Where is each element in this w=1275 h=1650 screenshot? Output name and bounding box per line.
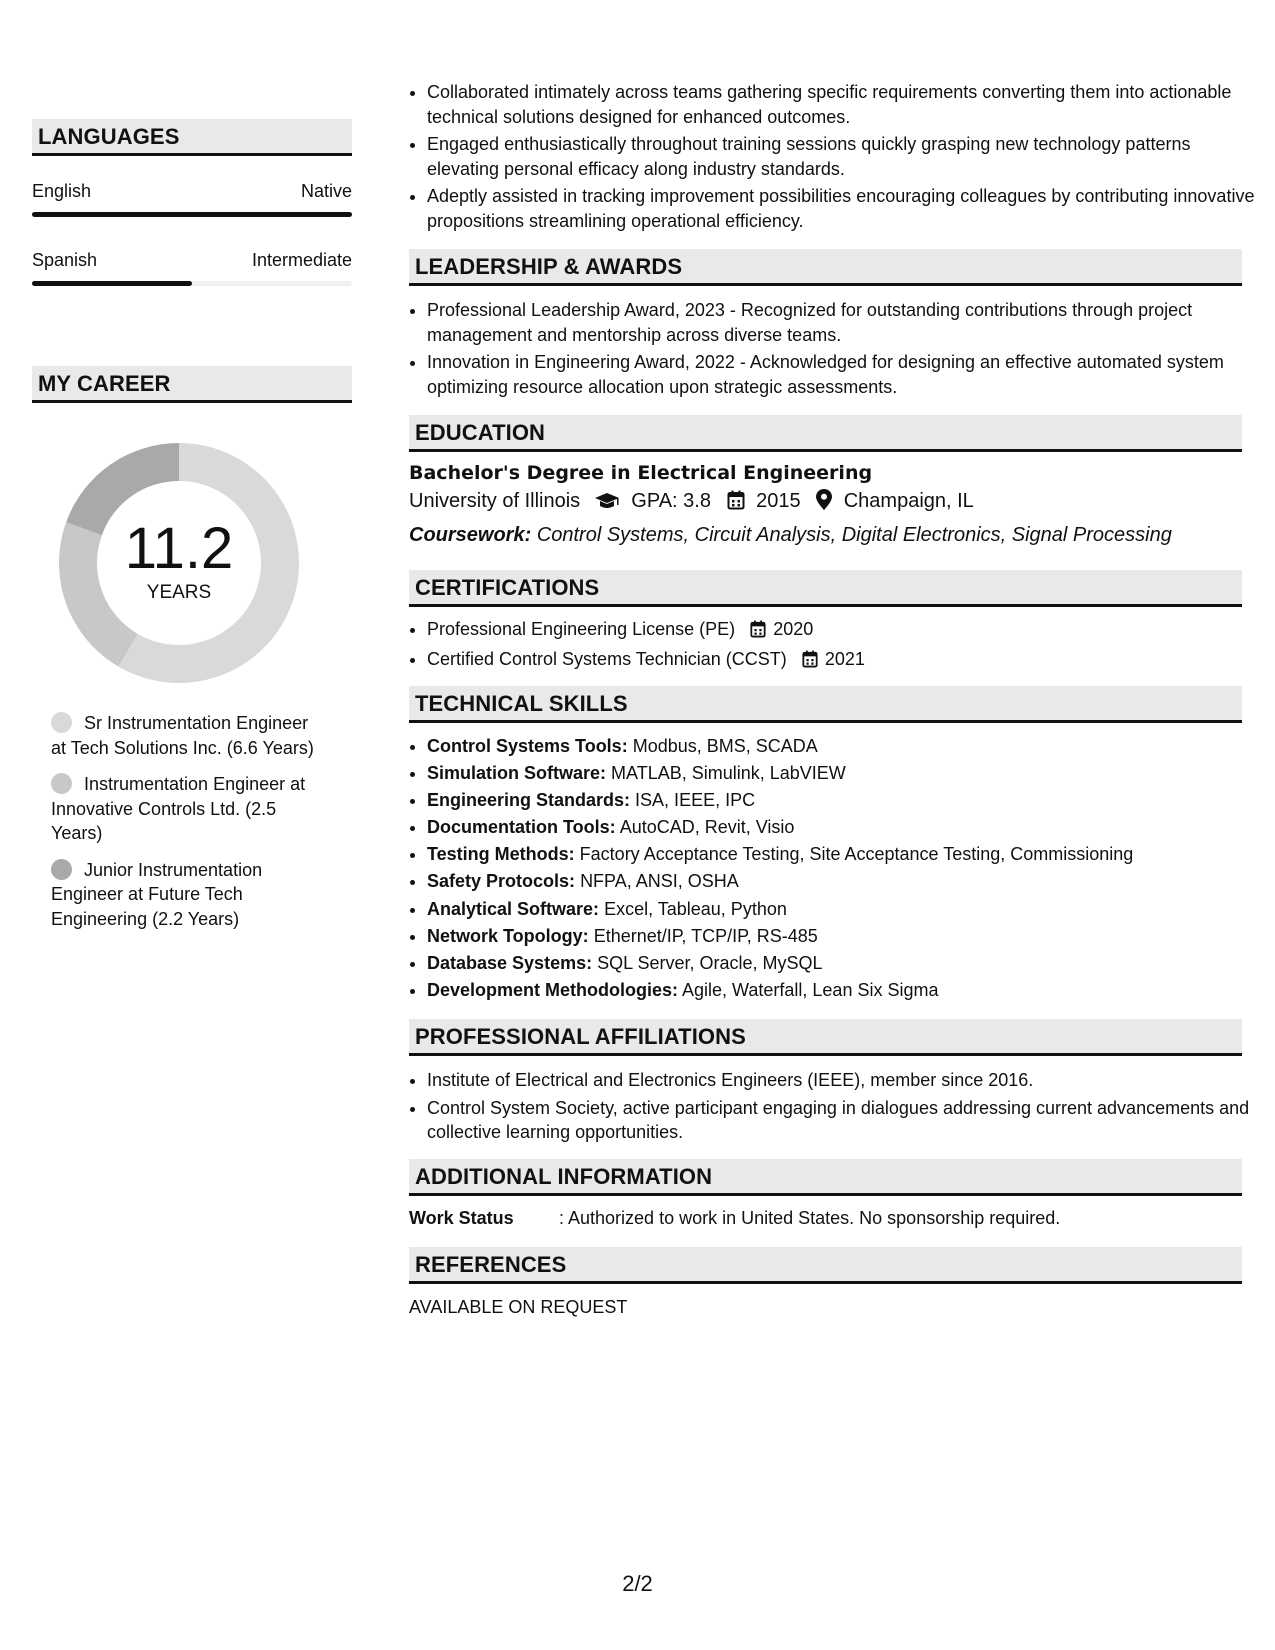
skills-heading: TECHNICAL SKILLS bbox=[409, 686, 1242, 723]
certifications-heading: CERTIFICATIONS bbox=[409, 570, 1242, 607]
skill-item bbox=[427, 869, 1260, 893]
list-item: • Engaged enthusiastically throughout training sessions quickly grasping new technology patterns elevating personal efficacy along industry standards. bbox=[427, 132, 1260, 181]
certification-year: 2021 bbox=[824, 649, 865, 669]
skill-value: Ethernet/IP, TCP/IP, RS-485 bbox=[593, 925, 818, 946]
work-status-label: Work Status bbox=[409, 1208, 514, 1228]
coursework bbox=[409, 524, 1242, 547]
skill-value: SQL Server, Oracle, MySQL bbox=[597, 952, 823, 973]
language-proficiency-bar bbox=[32, 212, 352, 217]
skill-item bbox=[427, 815, 1260, 839]
location-pin-icon bbox=[816, 489, 832, 516]
skill-item bbox=[427, 951, 1260, 975]
skill-label: Analytical Software: bbox=[427, 898, 600, 919]
career-total-unit: YEARS bbox=[146, 582, 212, 603]
skill-label: Safety Protocols: bbox=[427, 871, 576, 892]
career-legend bbox=[32, 711, 352, 943]
list-item: • Control System Society, active participant engaging in dialogues addressing current advancements and collective learning opportunities. bbox=[427, 1096, 1260, 1145]
certification-name: Professional Engineering License (PE) bbox=[427, 619, 736, 639]
skill-value: Agile, Waterfall, Lean Six Sigma bbox=[682, 979, 939, 1000]
calendar-icon bbox=[750, 620, 766, 644]
list-item bbox=[427, 647, 1260, 674]
certification-name: Certified Control Systems Technician (CCST) bbox=[427, 649, 787, 669]
degree-title: Bachelor's Degree in Electrical Engineering bbox=[409, 462, 873, 484]
career-legend-item bbox=[32, 772, 321, 846]
calendar-icon bbox=[802, 650, 818, 674]
list-item: • Professional Leadership Award, 2023 - Recognized for outstanding contributions through project management and mentorship across diverse teams. bbox=[427, 298, 1260, 347]
career-donut-center bbox=[59, 443, 299, 683]
skill-label: Testing Methods: bbox=[427, 844, 575, 865]
education-entry bbox=[409, 462, 1242, 547]
skill-value: Modbus, BMS, SCADA bbox=[632, 736, 818, 756]
language-proficiency-fill bbox=[32, 281, 192, 286]
career-legend-label: Sr Instrumentation Engineer at Tech Solutions Inc. (6.6 Years) bbox=[51, 713, 314, 758]
list-item: • Adeptly assisted in tracking improvement possibilities encouraging colleagues by contributing innovative propositions streamlining operational efficiency. bbox=[427, 184, 1260, 233]
skill-item bbox=[427, 978, 1260, 1002]
work-status-value: : Authorized to work in United States. No sponsorship required. bbox=[559, 1208, 1061, 1228]
skill-label: Engineering Standards: bbox=[427, 790, 631, 811]
skill-label: Documentation Tools: bbox=[427, 817, 616, 838]
list-item: • Collaborated intimately across teams gathering specific requirements converting them into actionable technical solutions designed for enhanced outcomes. bbox=[427, 80, 1260, 129]
certifications-list bbox=[409, 617, 1260, 677]
graduation-cap-icon bbox=[594, 492, 620, 516]
language-proficiency-bar bbox=[32, 281, 352, 286]
skill-item bbox=[427, 761, 1260, 785]
language-name: Spanish bbox=[32, 250, 98, 270]
skill-value: Excel, Tableau, Python bbox=[604, 898, 787, 919]
calendar-icon bbox=[727, 490, 745, 516]
legend-dot-icon bbox=[51, 773, 72, 794]
career-legend-item bbox=[32, 858, 321, 932]
skill-value: Factory Acceptance Testing, Site Acceptance Testing, Commissioning bbox=[579, 844, 1134, 865]
skills-list bbox=[409, 734, 1260, 1005]
skill-label: Simulation Software: bbox=[427, 763, 607, 784]
graduation-year: 2015 bbox=[756, 490, 801, 512]
skill-value: NFPA, ANSI, OSHA bbox=[580, 871, 739, 892]
list-item: • Innovation in Engineering Award, 2022 - Acknowledged for designing an effective automated system optimizing resource allocation upon strategic assessments. bbox=[427, 350, 1260, 399]
affiliations-heading: PROFESSIONAL AFFILIATIONS bbox=[409, 1019, 1242, 1056]
skill-label: Network Topology: bbox=[427, 925, 589, 946]
work-status-row bbox=[409, 1208, 1242, 1229]
skill-label: Control Systems Tools: bbox=[427, 736, 628, 756]
skill-value: MATLAB, Simulink, LabVIEW bbox=[611, 763, 846, 784]
school-location: Champaign, IL bbox=[843, 490, 974, 512]
references-text: AVAILABLE ON REQUEST bbox=[409, 1297, 628, 1317]
language-level: Native bbox=[300, 181, 352, 201]
certification-year: 2020 bbox=[773, 619, 814, 639]
coursework-label: Coursework: bbox=[409, 524, 532, 546]
list-item: • Institute of Electrical and Electronics Engineers (IEEE), member since 2016. bbox=[427, 1068, 1260, 1093]
skill-value: ISA, IEEE, IPC bbox=[635, 790, 756, 811]
gpa: GPA: 3.8 bbox=[631, 490, 711, 512]
education-heading: EDUCATION bbox=[409, 415, 1242, 452]
legend-dot-icon bbox=[51, 859, 72, 880]
language-proficiency-fill bbox=[32, 212, 352, 217]
references-heading: REFERENCES bbox=[409, 1247, 1242, 1284]
affiliations-list bbox=[409, 1068, 1260, 1148]
leadership-heading: LEADERSHIP & AWARDS bbox=[409, 249, 1242, 286]
language-item-spanish bbox=[32, 250, 352, 286]
skill-item bbox=[427, 788, 1260, 812]
additional-heading: ADDITIONAL INFORMATION bbox=[409, 1159, 1242, 1196]
career-legend-label: Instrumentation Engineer at Innovative Controls Ltd. (2.5 Years) bbox=[51, 774, 306, 843]
list-item bbox=[427, 617, 1260, 644]
skill-value: AutoCAD, Revit, Visio bbox=[619, 817, 795, 838]
skill-label: Development Methodologies: bbox=[427, 979, 679, 1000]
career-legend-label: Junior Instrumentation Engineer at Future Tech Engineering (2.2 Years) bbox=[51, 859, 263, 929]
skill-item bbox=[427, 734, 1260, 758]
leadership-list bbox=[409, 298, 1260, 402]
career-total-years: 11.2 bbox=[124, 516, 234, 581]
education-details bbox=[409, 489, 1242, 516]
language-level: Intermediate bbox=[251, 250, 352, 270]
skill-item bbox=[427, 897, 1260, 921]
page-number: 2/2 bbox=[622, 1571, 653, 1596]
legend-dot-icon bbox=[51, 712, 72, 733]
school-name: University of Illinois bbox=[409, 490, 581, 512]
skill-item bbox=[427, 924, 1260, 948]
career-legend-item bbox=[32, 711, 321, 760]
skill-item bbox=[427, 842, 1260, 866]
language-item-english bbox=[32, 181, 352, 217]
career-heading: MY CAREER bbox=[32, 366, 352, 403]
coursework-list: Control Systems, Circuit Analysis, Digital Electronics, Signal Processing bbox=[536, 524, 1172, 546]
skill-label: Database Systems: bbox=[427, 952, 593, 973]
language-name: English bbox=[32, 181, 92, 201]
languages-heading: LANGUAGES bbox=[32, 119, 352, 156]
experience-bullets bbox=[409, 80, 1260, 236]
